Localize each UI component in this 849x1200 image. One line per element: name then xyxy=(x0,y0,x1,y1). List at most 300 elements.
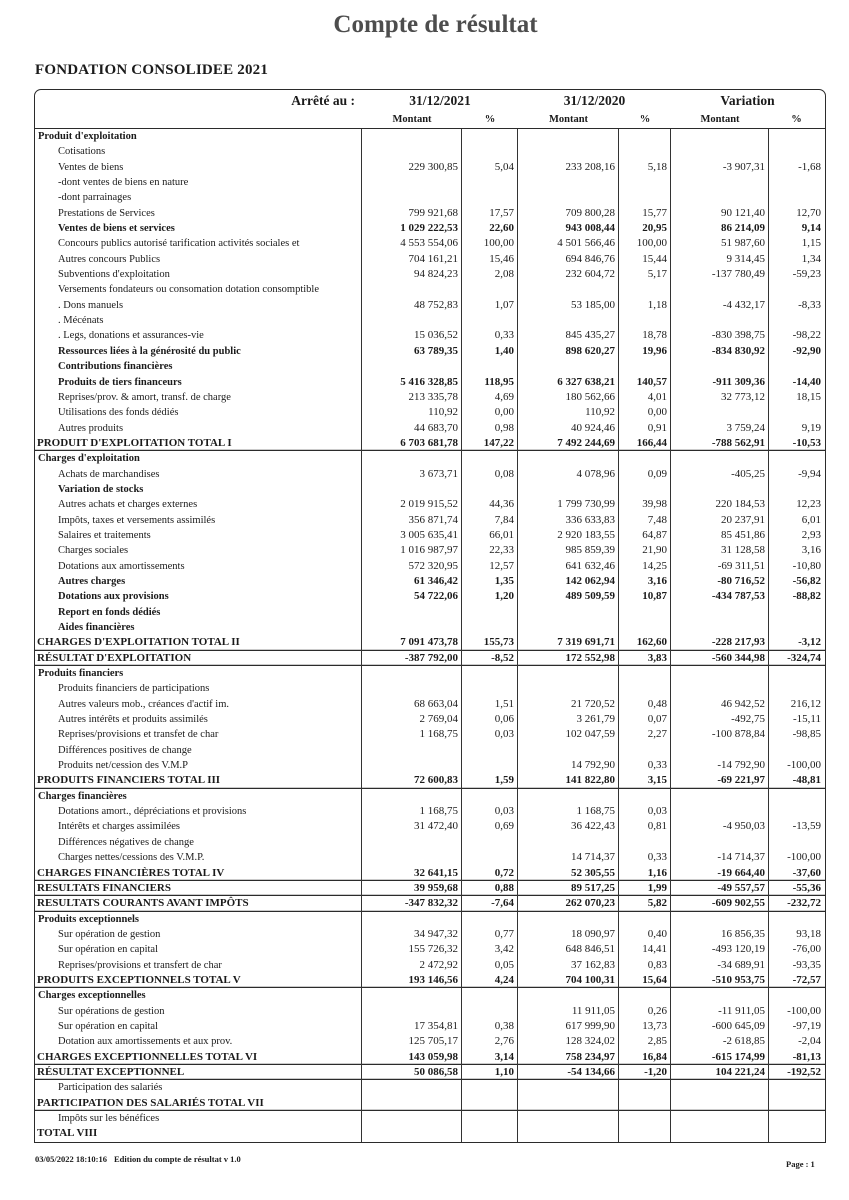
pct-2020-cell: 14,41 xyxy=(619,942,671,957)
table-row xyxy=(35,328,825,343)
variation-pct-cell xyxy=(769,1126,824,1141)
pct-2021-cell: 147,22 xyxy=(462,436,518,451)
amount-2020-cell xyxy=(518,482,619,497)
row-label: Produit d'exploitation xyxy=(35,129,362,144)
row-label: . Dons manuels xyxy=(35,298,362,313)
table-row xyxy=(35,927,825,942)
table-row xyxy=(35,589,825,604)
amount-2020-cell: 11 911,05 xyxy=(518,1004,619,1019)
row-label: Différences négatives de change xyxy=(35,835,362,850)
variation-pct-cell: -232,72 xyxy=(787,897,821,910)
variation-pct-cell: -81,13 xyxy=(792,1050,821,1063)
table-row xyxy=(35,605,825,620)
pct-2021-cell: 1,51 xyxy=(462,697,518,712)
pct-2020-cell: 140,57 xyxy=(619,375,671,390)
variation-amount-cell: -493 120,19 xyxy=(671,942,769,957)
pct-2020-cell: 100,00 xyxy=(619,236,671,251)
amount-2021-cell: 17 354,81 xyxy=(362,1019,462,1034)
table-row xyxy=(35,574,825,589)
table-row xyxy=(35,758,825,773)
pct-2021-cell: 4,69 xyxy=(462,390,518,405)
amount-2021-cell: 2 019 915,52 xyxy=(362,497,462,512)
pct-2021-cell: 22,60 xyxy=(462,221,518,236)
variation-pct-cell xyxy=(769,282,824,297)
variation-pct-cell: -10,80 xyxy=(792,559,821,572)
pct-2021-cell xyxy=(462,1126,518,1141)
variation-amount-cell: -434 787,53 xyxy=(671,589,769,604)
amount-2021-cell xyxy=(362,1126,462,1141)
variation-amount-cell xyxy=(671,129,769,144)
table-row xyxy=(35,405,825,420)
print-footer xyxy=(35,1154,241,1164)
variation-pct-cell: 6,01 xyxy=(801,513,821,526)
variation-amount-cell xyxy=(671,620,769,635)
variation-amount-cell xyxy=(671,789,769,804)
amount-2021-cell: 356 871,74 xyxy=(362,513,462,528)
table-row xyxy=(35,513,825,528)
amount-2021-cell: 704 161,21 xyxy=(362,252,462,267)
total-row xyxy=(35,773,825,788)
amount-2021-cell: 213 335,78 xyxy=(362,390,462,405)
amount-2020-cell: 18 090,97 xyxy=(518,927,619,942)
amount-2021-cell: 5 416 328,85 xyxy=(362,375,462,390)
pct-2020-cell xyxy=(619,282,671,297)
variation-amount-cell: -492,75 xyxy=(671,712,769,727)
variation-amount-cell xyxy=(671,1080,769,1095)
row-label: Contributions financières xyxy=(35,359,362,374)
amount-2020-cell xyxy=(518,666,619,681)
amount-2021-cell: 2 769,04 xyxy=(362,712,462,727)
pct-2021-cell: 15,46 xyxy=(462,252,518,267)
total-row xyxy=(35,973,825,988)
amount-2020-cell xyxy=(518,789,619,804)
variation-pct-cell: -13,59 xyxy=(792,820,821,833)
table-row xyxy=(35,313,825,328)
variation-pct-cell: 9,19 xyxy=(801,421,821,434)
amount-2020-cell: 489 509,59 xyxy=(518,589,619,604)
amount-2021-cell: 48 752,83 xyxy=(362,298,462,313)
row-label: Charges exceptionnelles xyxy=(35,988,362,1003)
pct-2021-cell: 7,84 xyxy=(462,513,518,528)
pct-2021-cell: 118,95 xyxy=(462,375,518,390)
row-label: RESULTATS FINANCIERS xyxy=(35,881,362,896)
variation-amount-cell: -510 953,75 xyxy=(671,973,769,988)
table-row xyxy=(35,236,825,251)
pct-2020-cell xyxy=(619,482,671,497)
table-row xyxy=(35,160,825,175)
amount-2020-cell xyxy=(518,175,619,190)
variation-amount-cell: 51 987,60 xyxy=(671,236,769,251)
pct-2020-cell xyxy=(619,620,671,635)
section-header-row xyxy=(35,451,825,466)
variation-amount-cell: -228 217,93 xyxy=(671,635,769,650)
variation-pct-cell: -324,74 xyxy=(787,651,821,664)
variation-amount-cell: -34 689,91 xyxy=(671,958,769,973)
amount-2021-cell xyxy=(362,175,462,190)
pct-2021-cell xyxy=(462,789,518,804)
variation-pct-cell: -55,36 xyxy=(792,881,821,894)
variation-header: Variation xyxy=(720,93,775,108)
row-label: CHARGES FINANCIÈRES TOTAL IV xyxy=(35,866,362,881)
variation-pct-cell xyxy=(769,620,824,635)
table-row xyxy=(35,221,825,236)
row-label: Différences positives de change xyxy=(35,743,362,758)
variation-amount-cell: 104 221,24 xyxy=(671,1065,769,1080)
variation-pct-cell: -3,12 xyxy=(798,636,821,649)
pct-2021-cell xyxy=(462,190,518,205)
variation-amount-cell: -830 398,75 xyxy=(671,328,769,343)
variation-amount-cell: -4 950,03 xyxy=(671,819,769,834)
variation-amount-cell xyxy=(671,359,769,374)
row-label: RÉSULTAT D'EXPLOITATION xyxy=(35,651,362,666)
table-row xyxy=(35,344,825,359)
table-row xyxy=(35,497,825,512)
pct-2021-cell xyxy=(462,666,518,681)
amount-2020-cell: 758 234,97 xyxy=(518,1050,619,1065)
row-label: PARTICIPATION DES SALARIÉS TOTAL VII xyxy=(35,1096,362,1111)
variation-amount-cell: 20 237,91 xyxy=(671,513,769,528)
amount-2021-cell: 110,92 xyxy=(362,405,462,420)
pct-2020-cell: 15,44 xyxy=(619,252,671,267)
row-label: Produits financiers de participations xyxy=(35,681,362,696)
table-row xyxy=(35,1111,825,1126)
pct-2020-cell: 64,87 xyxy=(619,528,671,543)
amount-2021-cell: 155 726,32 xyxy=(362,942,462,957)
variation-amount-cell: -4 432,17 xyxy=(671,298,769,313)
amount-2020-cell: 110,92 xyxy=(518,405,619,420)
row-label: Versements fondateurs ou consomation dotation consomptible xyxy=(35,282,362,297)
amount-2020-cell: 7 319 691,71 xyxy=(518,635,619,650)
pct-2020-cell: 0,40 xyxy=(619,927,671,942)
variation-pct-cell xyxy=(769,988,824,1003)
variation-pct-cell xyxy=(769,681,824,696)
amount-2020-cell: 617 999,90 xyxy=(518,1019,619,1034)
pct-2020-cell: 21,90 xyxy=(619,543,671,558)
pct-2020-cell: 3,83 xyxy=(619,651,671,666)
edition-label: Edition du compte de résultat v 1.0 xyxy=(114,1154,241,1164)
variation-amount-cell xyxy=(671,681,769,696)
pct-2021-cell: 0,06 xyxy=(462,712,518,727)
as-of-label: Arrêté au : xyxy=(291,93,355,108)
variation-pct-cell: -100,00 xyxy=(787,759,821,772)
amount-2020-cell: 89 517,25 xyxy=(518,881,619,896)
variation-pct-cell: -92,90 xyxy=(792,344,821,357)
variation-pct-cell xyxy=(769,666,824,681)
pct-2021-cell xyxy=(462,313,518,328)
row-label: Prestations de Services xyxy=(35,206,362,221)
amount-2021-cell: 799 921,68 xyxy=(362,206,462,221)
amount-2021-cell xyxy=(362,1004,462,1019)
amount-2021-cell xyxy=(362,313,462,328)
pct-2021-cell xyxy=(462,482,518,497)
row-label: Impôts, taxes et versements assimilés xyxy=(35,513,362,528)
pct-2021-cell xyxy=(462,175,518,190)
amount-2021-cell: 94 824,23 xyxy=(362,267,462,282)
pct-2020-cell xyxy=(619,912,671,927)
amount-2020-cell: 141 822,80 xyxy=(518,773,619,788)
section-header-row xyxy=(35,666,825,681)
amount-2021-cell: 1 168,75 xyxy=(362,727,462,742)
row-label: Sur opération en capital xyxy=(35,1019,362,1034)
amount-2020-cell: 694 846,76 xyxy=(518,252,619,267)
variation-pct-cell xyxy=(769,605,824,620)
amount-2021-cell: 4 553 554,06 xyxy=(362,236,462,251)
amount-2020-cell: 898 620,27 xyxy=(518,344,619,359)
pct-2021-cell: 0,69 xyxy=(462,819,518,834)
section-header-row xyxy=(35,912,825,927)
amount-2020-cell xyxy=(518,1126,619,1141)
pct-2021-cell: 4,24 xyxy=(462,973,518,988)
pct-2021-cell: 0,03 xyxy=(462,727,518,742)
variation-amount-cell: -615 174,99 xyxy=(671,1050,769,1065)
amount-2021-cell: -387 792,00 xyxy=(362,651,462,666)
pct-2021-cell: 2,08 xyxy=(462,267,518,282)
pct-2020-cell: 1,16 xyxy=(619,866,671,881)
amount-2021-cell: 31 472,40 xyxy=(362,819,462,834)
pct-2020-cell xyxy=(619,988,671,1003)
pct-2020-cell: 18,78 xyxy=(619,328,671,343)
pct-2020-cell: 162,60 xyxy=(619,635,671,650)
variation-pct-cell xyxy=(769,190,824,205)
pct-2020-cell xyxy=(619,835,671,850)
variation-amount-cell: -14 714,37 xyxy=(671,850,769,865)
variation-pct-cell: 1,15 xyxy=(801,237,821,250)
variation-amount-cell: 16 856,35 xyxy=(671,927,769,942)
variation-amount-cell: 85 451,86 xyxy=(671,528,769,543)
variation-amount-cell xyxy=(671,666,769,681)
variation-pct-cell: -97,19 xyxy=(792,1019,821,1032)
row-label: Salaires et traitements xyxy=(35,528,362,543)
amount-2021-cell xyxy=(362,743,462,758)
variation-pct-cell xyxy=(769,405,824,420)
pct-2021-cell: 2,76 xyxy=(462,1034,518,1049)
variation-amount-cell: -609 902,55 xyxy=(671,896,769,911)
pct-2021-cell xyxy=(462,758,518,773)
amount-2020-cell: 262 070,23 xyxy=(518,896,619,911)
variation-pct-cell: -48,81 xyxy=(792,774,821,787)
pct-2021-cell: 1,07 xyxy=(462,298,518,313)
pct-2020-cell xyxy=(619,1096,671,1111)
variation-pct-cell xyxy=(769,482,824,497)
pct-2020-cell: 0,26 xyxy=(619,1004,671,1019)
pct-2021-cell: 22,33 xyxy=(462,543,518,558)
variation-amount-cell: 32 773,12 xyxy=(671,390,769,405)
amount-2021-cell: 50 086,58 xyxy=(362,1065,462,1080)
variation-amount-cell: 46 942,52 xyxy=(671,697,769,712)
variation-amount-cell xyxy=(671,988,769,1003)
pct-2020-cell: 3,15 xyxy=(619,773,671,788)
variation-amount-cell: -80 716,52 xyxy=(671,574,769,589)
variation-pct-cell: -8,33 xyxy=(798,298,821,311)
amount-2020-cell: 233 208,16 xyxy=(518,160,619,175)
total-row xyxy=(35,1096,825,1111)
row-label: CHARGES D'EXPLOITATION TOTAL II xyxy=(35,635,362,650)
amount-2020-cell: 172 552,98 xyxy=(518,651,619,666)
amount-2020-cell xyxy=(518,144,619,159)
amount-2020-cell: 709 800,28 xyxy=(518,206,619,221)
row-label: Reprises/prov. & amort, transf. de charge xyxy=(35,390,362,405)
variation-amount-cell: -19 664,40 xyxy=(671,866,769,881)
amount-2020-cell xyxy=(518,451,619,466)
variation-pct-cell: -2,04 xyxy=(798,1035,821,1048)
variation-amount-cell xyxy=(671,605,769,620)
pct-2020-cell: 0,33 xyxy=(619,758,671,773)
variation-amount-cell xyxy=(671,282,769,297)
amount-2021-cell xyxy=(362,912,462,927)
table-row xyxy=(35,528,825,543)
amount-2020-cell xyxy=(518,605,619,620)
total-row xyxy=(35,866,825,881)
amount-2021-cell xyxy=(362,359,462,374)
pct-2021-cell: 1,59 xyxy=(462,773,518,788)
table-row xyxy=(35,712,825,727)
variation-amount-cell: 3 759,24 xyxy=(671,421,769,436)
row-label: -dont parrainages xyxy=(35,190,362,205)
table-row xyxy=(35,359,825,374)
variation-pct-cell: 3,16 xyxy=(801,544,821,557)
amount-2021-cell: 44 683,70 xyxy=(362,421,462,436)
pct-2021-cell: 66,01 xyxy=(462,528,518,543)
amount-2021-cell: -347 832,32 xyxy=(362,896,462,911)
amount-2020-cell: 985 859,39 xyxy=(518,543,619,558)
variation-amount-cell xyxy=(671,175,769,190)
amount-2020-cell: 6 327 638,21 xyxy=(518,375,619,390)
period-2020-header: 31/12/2020 xyxy=(563,93,626,108)
amount-2021-cell: 125 705,17 xyxy=(362,1034,462,1049)
row-label: Charges sociales xyxy=(35,543,362,558)
pct-2020-cell: 16,84 xyxy=(619,1050,671,1065)
variation-pct-cell: 216,12 xyxy=(790,697,821,710)
row-label: Reprises/provisions et transfet de char xyxy=(35,727,362,742)
amount-2020-cell xyxy=(518,912,619,927)
total-row xyxy=(35,896,825,911)
variation-amount-cell xyxy=(671,451,769,466)
variation-pct-cell: 18,15 xyxy=(796,390,821,403)
pct-2021-cell xyxy=(462,743,518,758)
amount-2020-cell: 180 562,66 xyxy=(518,390,619,405)
amount-2020-cell: 2 920 183,55 xyxy=(518,528,619,543)
table-row xyxy=(35,819,825,834)
amount-2020-cell: 7 492 244,69 xyxy=(518,436,619,451)
variation-amount-cell xyxy=(671,1126,769,1141)
row-label: Autres valeurs mob., créances d'actif im. xyxy=(35,697,362,712)
variation-amount-cell: -137 780,49 xyxy=(671,267,769,282)
table-row xyxy=(35,467,825,482)
table-row xyxy=(35,727,825,742)
row-label: PRODUITS FINANCIERS TOTAL III xyxy=(35,773,362,788)
pct-2020-cell: 5,18 xyxy=(619,160,671,175)
variation-pct-cell: -72,57 xyxy=(792,973,821,986)
amount-2020-cell: 40 924,46 xyxy=(518,421,619,436)
entity-name: FONDATION CONSOLIDEE 2021 xyxy=(35,62,269,78)
pct-2020-cell: 1,18 xyxy=(619,298,671,313)
amount-2020-cell: 102 047,59 xyxy=(518,727,619,742)
variation-amount-cell xyxy=(671,190,769,205)
amount-2020-cell: 232 604,72 xyxy=(518,267,619,282)
pct-2021-cell: 1,20 xyxy=(462,589,518,604)
pct-2021-cell: 44,36 xyxy=(462,497,518,512)
amount-2020-cell: 648 846,51 xyxy=(518,942,619,957)
pct-2020-cell: 0,33 xyxy=(619,850,671,865)
table-row xyxy=(35,390,825,405)
row-label: Autres charges xyxy=(35,574,362,589)
pct-2020-cell: 5,17 xyxy=(619,267,671,282)
amount-2021-cell: 1 029 222,53 xyxy=(362,221,462,236)
amount-2020-cell: 142 062,94 xyxy=(518,574,619,589)
variation-amount-cell xyxy=(671,743,769,758)
variation-pct-cell: -56,82 xyxy=(792,574,821,587)
row-label: Sur opération en capital xyxy=(35,942,362,957)
pct-2020-cell: 0,48 xyxy=(619,697,671,712)
table-row xyxy=(35,1019,825,1034)
amount-2020-cell xyxy=(518,835,619,850)
variation-pct-cell: -98,85 xyxy=(792,728,821,741)
variation-amount-cell: -100 878,84 xyxy=(671,727,769,742)
amount-2021-cell xyxy=(362,482,462,497)
variation-pct-cell: 9,14 xyxy=(801,222,821,235)
pct-2020-cell: 39,98 xyxy=(619,497,671,512)
pct-2020-cell: 2,85 xyxy=(619,1034,671,1049)
row-label: RESULTATS COURANTS AVANT IMPÔTS xyxy=(35,896,362,911)
variation-pct-cell: -9,94 xyxy=(798,467,821,480)
variation-pct-cell: 12,23 xyxy=(796,498,821,511)
pct-2021-cell xyxy=(462,605,518,620)
pct-2020-cell: 5,82 xyxy=(619,896,671,911)
pct-2021-cell: 0,88 xyxy=(462,881,518,896)
row-label: Dotations aux amortissements xyxy=(35,559,362,574)
row-label: Participation des salariés xyxy=(35,1080,362,1095)
row-label: Achats de marchandises xyxy=(35,467,362,482)
total-row xyxy=(35,436,825,451)
variation-pct-cell xyxy=(769,144,824,159)
variation-amount-cell: -11 911,05 xyxy=(671,1004,769,1019)
amount-2021-cell: 34 947,32 xyxy=(362,927,462,942)
variation-pct-cell xyxy=(769,1096,824,1111)
amount-2020-cell xyxy=(518,743,619,758)
amount-2020-cell: 3 261,79 xyxy=(518,712,619,727)
table-row xyxy=(35,850,825,865)
variation-pct-cell: -192,52 xyxy=(787,1065,821,1078)
amount-2020-cell xyxy=(518,313,619,328)
variation-pct-cell: -59,23 xyxy=(792,268,821,281)
amount-2020-cell xyxy=(518,359,619,374)
row-label: Autres intérêts et produits assimilés xyxy=(35,712,362,727)
amount-2020-cell xyxy=(518,129,619,144)
pct-2020-cell: 0,83 xyxy=(619,958,671,973)
row-label: . Mécénats xyxy=(35,313,362,328)
variation-pct-cell xyxy=(769,129,824,144)
pct-2020-cell: 0,00 xyxy=(619,405,671,420)
pct-2021-cell: 0,77 xyxy=(462,927,518,942)
amount-2021-cell: 15 036,52 xyxy=(362,328,462,343)
amount-2021-cell xyxy=(362,620,462,635)
row-label: Ressources liées à la générosité du public xyxy=(35,344,362,359)
pct-2020-cell: 15,77 xyxy=(619,206,671,221)
amount-2020-cell: 704 100,31 xyxy=(518,973,619,988)
amount-2021-cell: 572 320,95 xyxy=(362,559,462,574)
pct-2020-header: % xyxy=(639,114,651,125)
amount-2021-cell xyxy=(362,1096,462,1111)
amount-2021-cell: 193 146,56 xyxy=(362,973,462,988)
amount-2021-cell: 1 168,75 xyxy=(362,804,462,819)
pct-2021-cell xyxy=(462,620,518,635)
variation-amount-cell: -788 562,91 xyxy=(671,436,769,451)
pct-2020-cell xyxy=(619,1111,671,1126)
amount-2021-cell xyxy=(362,988,462,1003)
table-row xyxy=(35,942,825,957)
amount-2021-cell: 6 703 681,78 xyxy=(362,436,462,451)
pct-2021-cell xyxy=(462,144,518,159)
